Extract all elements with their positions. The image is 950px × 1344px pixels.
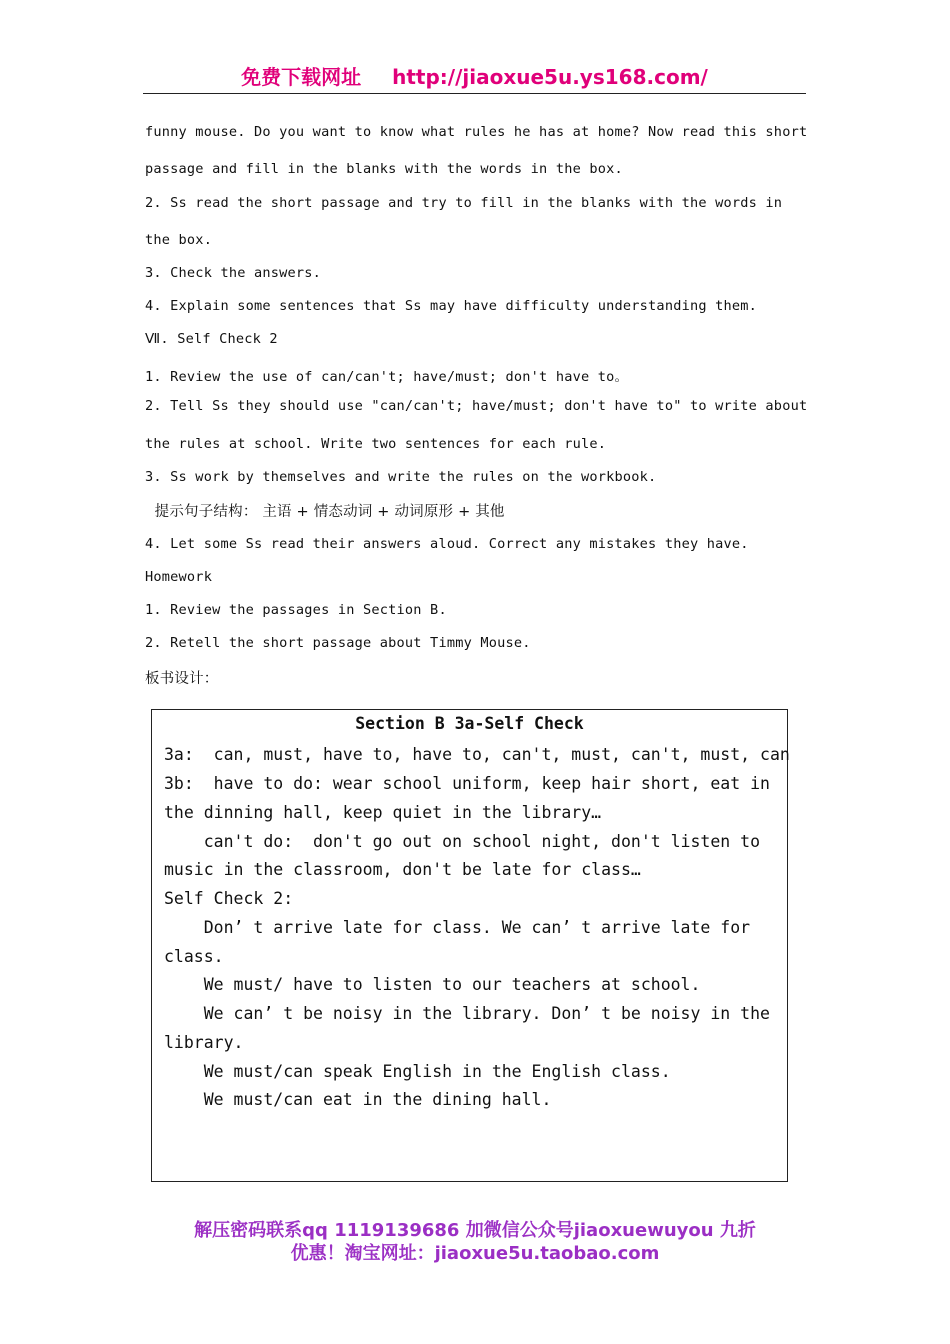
footer-line-1: 解压密码联系qq 1119139686 加微信公众号jiaoxuewuyou 九折 [194,1220,756,1241]
board-line: library. [164,1033,244,1052]
body-line: 3. Check the answers. [145,265,322,281]
board-line: can't do: don't go out on school night, don't listen to [164,832,761,851]
board-line: Self Check 2: [164,889,294,908]
page-header [143,64,806,94]
header-url[interactable]: http://jiaoxue5u.ys168.com/ [392,65,708,89]
body-line: 2. Retell the short passage about Timmy Mouse. [145,635,531,651]
board-line: the dinning hall, keep quiet in the library… [164,803,602,822]
board-design-box [151,709,788,1182]
header-title: 免费下载网址 [241,65,362,89]
body-line: 1. Review the passages in Section B. [145,602,447,618]
body-line: 3. Ss work by themselves and write the rules on the workbook. [145,469,657,485]
board-design-label: 板书设计： [145,671,219,687]
board-line: We must/can eat in the dining hall. [164,1090,552,1109]
board-line: music in the classroom, don't be late for class… [164,860,641,879]
board-title: Section B 3a-Self Check [355,714,584,733]
board-line: We must/can speak English in the English class. [164,1062,671,1081]
board-line: We can’ t be noisy in the library. Don’ t be noisy in the [164,1004,770,1023]
board-line: We must/ have to listen to our teachers at school. [164,975,701,994]
board-line: 3a: can, must, have to, have to, can't, must, can't, must, can [164,745,790,764]
sentence-structure-hint: 提示句子结构： 主语 + 情态动词 + 动词原形 + 其他 [145,504,505,520]
body-line: funny mouse. Do you want to know what rules he has at home? Now read this short [145,124,808,140]
body-line: the rules at school. Write two sentences for each rule. [145,436,607,452]
footer-line-2[interactable]: 优惠！淘宝网址：jiaoxue5u.taobao.com [290,1243,660,1264]
body-line: passage and fill in the blanks with the words in the box. [145,161,623,177]
body-line: the box. [145,232,213,248]
body-line: 4. Let some Ss read their answers aloud. Correct any mistakes they have. [145,536,749,552]
board-line: class. [164,947,224,966]
body-line: 2. Tell Ss they should use "can/can't; have/must; don't have to" to write about [145,398,808,414]
board-line: Don’ t arrive late for class. We can’ t arrive late for [164,918,751,937]
body-line: 2. Ss read the short passage and try to fill in the blanks with the words in [145,195,783,211]
section-heading: Ⅶ. Self Check 2 [145,331,278,347]
body-line: 4. Explain some sentences that Ss may have difficulty understanding them. [145,298,758,314]
board-line: 3b: have to do: wear school uniform, keep hair short, eat in [164,774,770,793]
homework-heading: Homework [145,569,213,585]
body-line: 1. Review the use of can/can't; have/must; don't have to。 [145,369,629,385]
